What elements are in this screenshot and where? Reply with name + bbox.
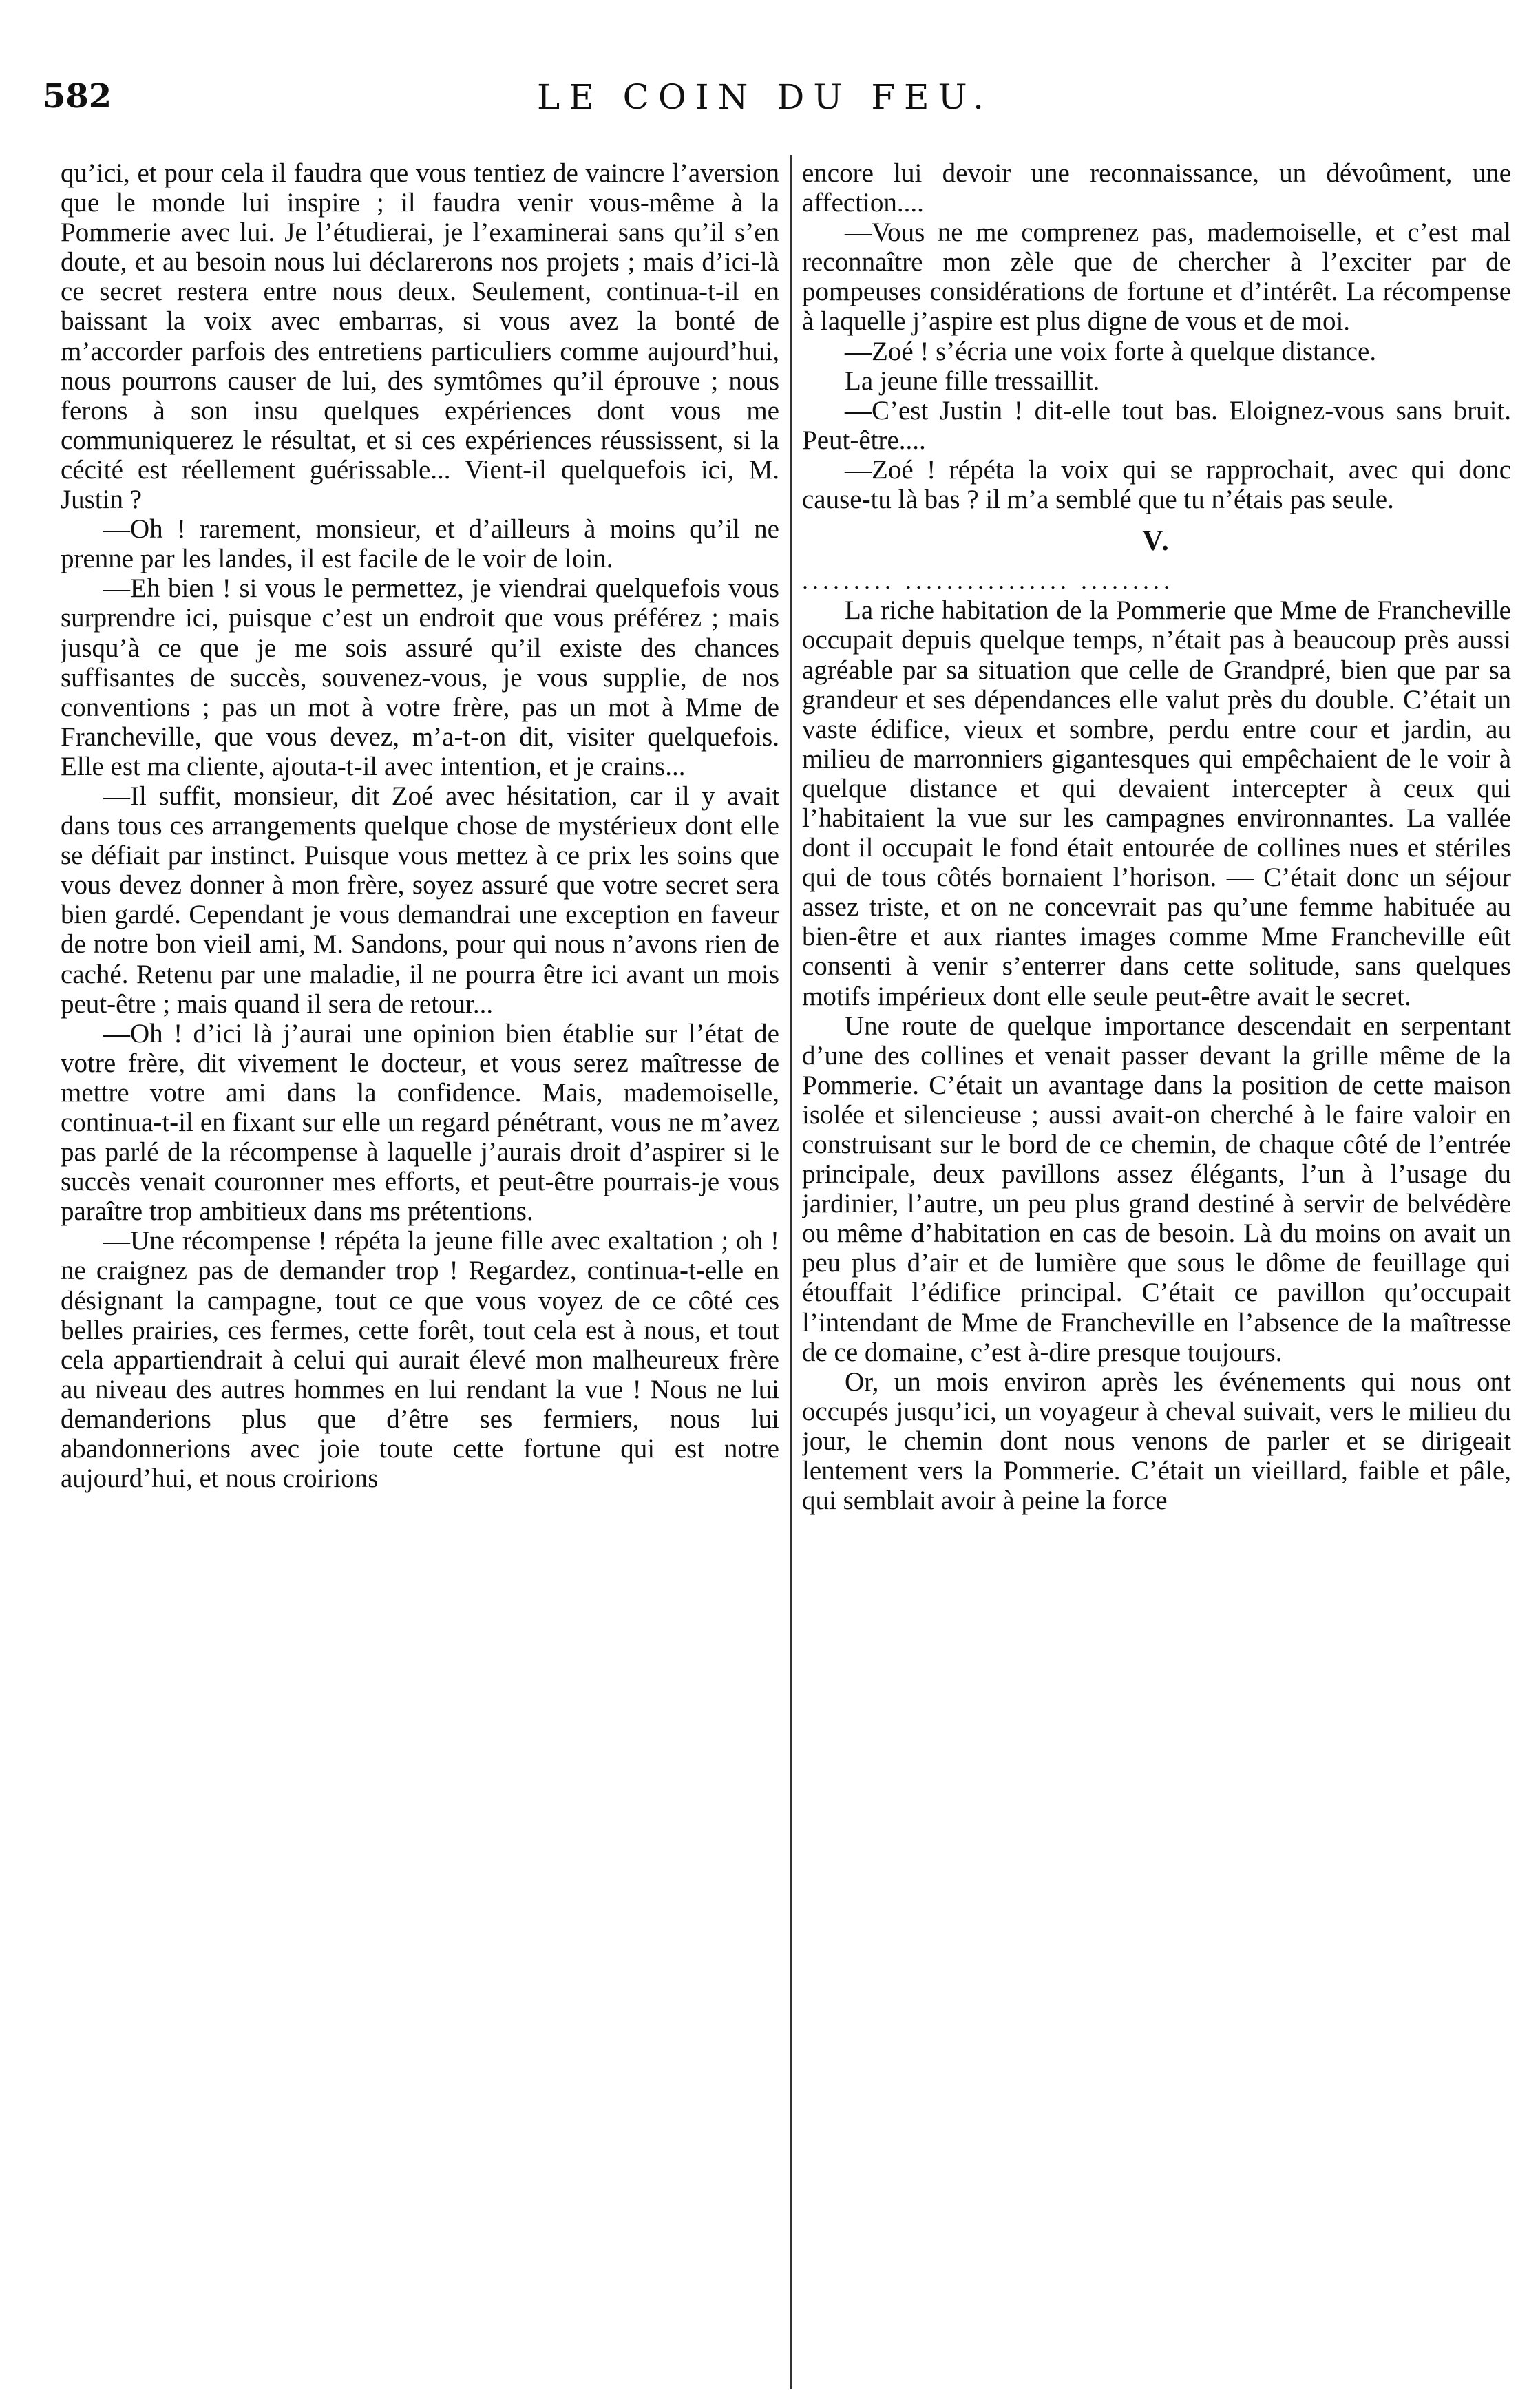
dotted-separator: ......... ................ ......... (802, 567, 1174, 595)
running-header (0, 77, 1518, 132)
paragraph: —Zoé ! s’écria une voix forte à quelque distance. (845, 336, 1377, 366)
page-number: 582 (43, 77, 112, 116)
paragraph: Or, un mois environ après les événements qui nous ont occupés jusqu’ici, un voyageur à cheval suivait, vers le milieu du jour, le chemin dont nous venons de parler et se dirigeait lentement vers la Pommerie. C’était un vieillard, faible et pâle, qui semblait avoir à peine la force (802, 1366, 1511, 1516)
right-column (802, 158, 1511, 2389)
paragraph: —Oh ! rarement, monsieur, et d’ailleurs à moins qu’il ne prenne par les landes, il est facile de le voir de loin. (61, 514, 779, 574)
left-column (61, 158, 779, 2389)
paragraph: qu’ici, et pour cela il faudra que vous tentiez de vaincre l’aversion que le monde lui inspire ; il faudra venir vous-même à la Pommerie avec lui. Je l’étudierai, je l’examinerai sans qu’il s’en doute, et au besoin nous lui déclarerons nos projets ; mais d’ici-là ce secret restera entre nous deux. Seulement, continua-t-il en baissant la voix avec embarras, si vous avez la bonté de m’accorder parfois des entretiens particuliers comme aujourd’hui, nous pourrons causer de lui, des symtômes qu’il éprouve ; nous ferons à son insu quelques expériences dont vous me communiquerez le résultat, et si ces expériences réussissent, si la cécité est réellement guérissable... Vient-il quelquefois ici, M. Justin ? (61, 158, 779, 515)
paragraph: Une route de quelque importance descendait en serpentant d’une des collines et venait passer devant la grille même de la Pommerie. C’était un avantage dans la position de cette maison isolée et silencieuse ; aussi avait-on cherché à le faire valoir en construisant sur le bord de ce chemin, de chaque côté de l’entrée principale, deux pavillons assez élégants, l’un à l’usage du jardinier, l’autre, un peu plus grand destiné à servir de belvédère ou même d’habitation en cas de besoin. Là du moins on avait un peu plus d’air et de lumière que sous le dôme de feuillage qui étouffait l’édifice principal. C’était ce pavillon qu’occupait l’intendant de Mme de Francheville en l’absence de la maîtresse de ce domaine, c’est à-dire presque toujours. (802, 1011, 1511, 1367)
paragraph: —Zoé ! répéta la voix qui se rapprochait, avec qui donc cause-tu là bas ? il m’a semblé que tu n’étais pas seule. (802, 454, 1511, 515)
paragraph: —Il suffit, monsieur, dit Zoé avec hésitation, car il y avait dans tous ces arrangements quelque chose de mystérieux dont elle se défiait par instinct. Puisque vous mettez à ce prix les soins que vous devez donner à mon frère, soyez assuré que votre secret sera bien gardé. Cependant je vous demandrai une exception en faveur de notre bon vieil ami, M. Sandons, pour qui nous n’avons rien de caché. Retenu par une maladie, il ne pourra être ici avant un mois peut-être ; mais quand il sera de retour... (61, 781, 779, 1019)
paragraph: —Oh ! d’ici là j’aurai une opinion bien établie sur l’état de votre frère, dit vivement le docteur, et vous serez maîtresse de mettre votre ami dans la confidence. Mais, mademoiselle, continua-t-il en fixant sur elle un regard pénétrant, vous ne m’avez pas parlé de la récompense à laquelle j’aurais droit d’aspirer si le succès venait couronner mes efforts, et peut-être pourrais-je vous paraître trop ambitieux dans ms prétentions. (61, 1018, 779, 1227)
paragraph: La jeune fille tressaillit. (845, 366, 1100, 396)
paragraph: La riche habitation de la Pommerie que Mme de Francheville occupait depuis quelque temps, n’était pas à beaucoup près aussi agréable par sa situation que celle de Grandpré, bien que par sa grandeur et ses dépendances elle valut près du double. C’était un vaste édifice, vieux et sombre, perdu entre cour et jardin, au milieu de marronniers gigantesques qui empêchaient de le voir à quelque distance et qui devaient intercepter à ceux qui l’habitaient la vue sur les campagnes environnantes. La vallée dont il occupait le fond était entourée de collines nues et stériles qui de tous côtés bornaient l’horison. — C’était donc un séjour assez triste, et on ne concevrait pas qu’une femme habituée au bien-être et aux riantes images comme Mme Francheville eût consenti à venir s’enterrer dans cette solitude, sans quelques motifs impérieux dont elle seule peut-être avait le secret. (802, 595, 1511, 1011)
paragraph: —Vous ne me comprenez pas, mademoiselle, et c’est mal reconnaître mon zèle que de chercher à l’exciter par de pompeuses considérations de fortune et d’intérêt. La récompense à laquelle j’aspire est plus digne de vous et de moi. (802, 218, 1511, 337)
paragraph: —Eh bien ! si vous le permettez, je viendrai quelquefois vous surprendre ici, puisque c’est un endroit que vous préférez ; mais jusqu’à ce que je me sois assuré qu’il existe des chances suffisantes de succès, souvenez-vous, je vous supplie, de nos conventions ; pas un mot à votre frère, pas un mot à Mme de Francheville, que vous devez, m’a-t-on dit, visiter quelquefois. Elle est ma cliente, ajouta-t-il avec intention, et je crains... (61, 573, 779, 781)
running-title: LE COIN DU FEU. (537, 77, 993, 117)
paragraph: —Une récompense ! répéta la jeune fille avec exaltation ; oh ! ne craignez pas de demander trop ! Regardez, continua-t-elle en désignant la campagne, tout ce que vous voyez de ce côté ces belles prairies, ces fermes, cette forêt, tout cela est à nous, et tout cela appartiendrait à celui qui aurait élevé mon malheureux frère au niveau des autres hommes en lui rendant la vue ! Nous ne lui demanderions plus que d’être ses fermiers, nous lui abandonnerions avec joie toute cette fortune qui est notre aujourd’hui, et nous croirions (61, 1226, 779, 1494)
paragraph: —C’est Justin ! dit-elle tout bas. Eloignez-vous sans bruit. Peut-être.... (802, 395, 1511, 455)
chapter-heading: V. (1142, 525, 1171, 558)
paragraph: encore lui devoir une reconnaissance, un dévoûment, une affection.... (802, 158, 1511, 218)
column-divider (790, 155, 792, 2389)
